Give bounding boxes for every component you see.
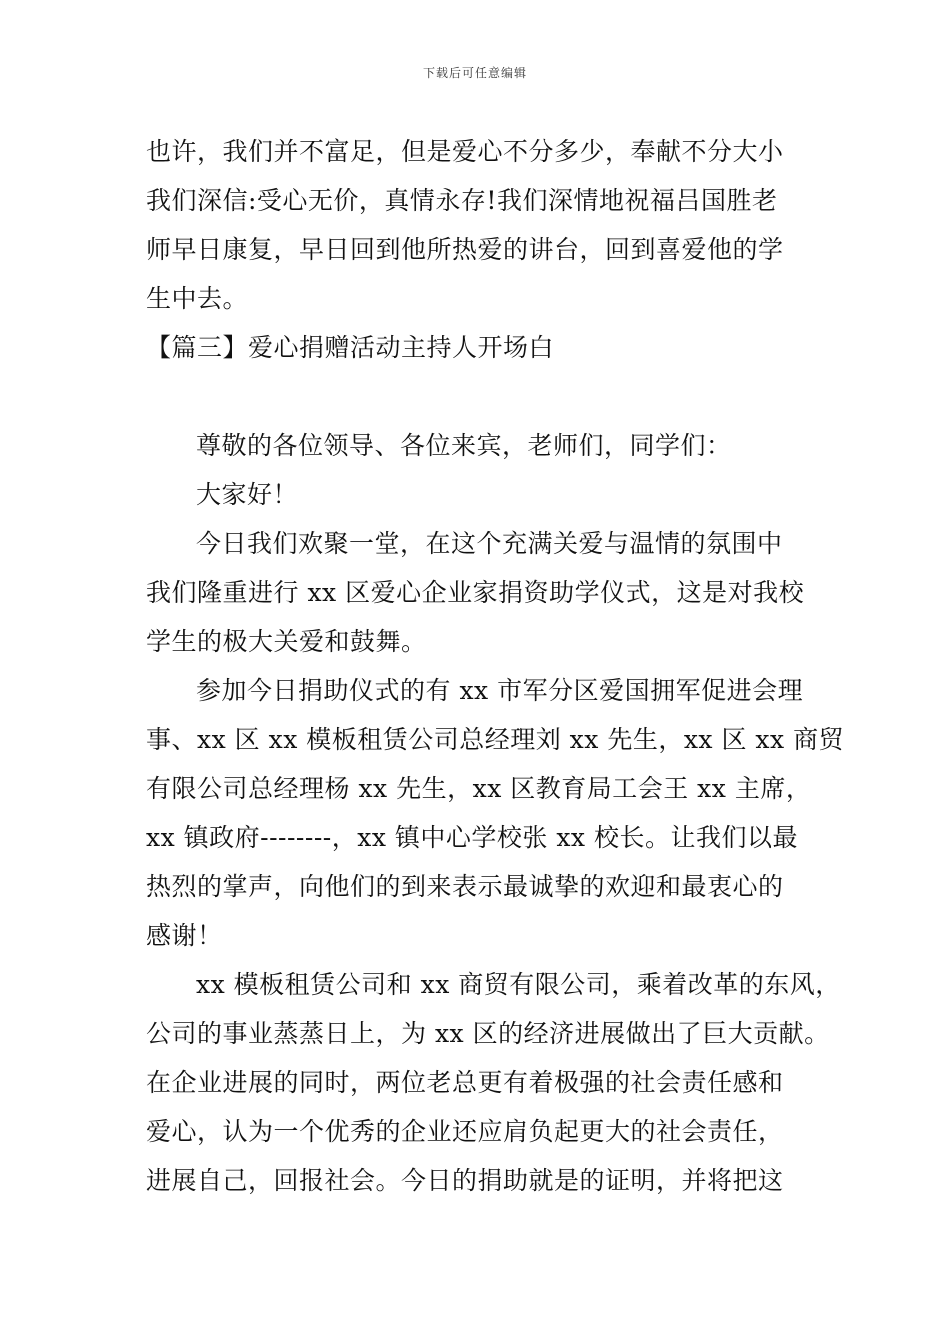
text-line: 进展自己，回报社会。今日的捐助就是的证明，并将把这 [146,1166,784,1195]
text-line: 在企业进展的同时，两位老总更有着极强的社会责任感和 [146,1068,784,1097]
section-heading: 【篇三】爱心捐赠活动主持人开场白 [146,333,555,362]
text-line: 爱心，认为一个优秀的企业还应肩负起更大的社会责任， [146,1117,784,1146]
text-line: 有限公司总经理杨 xx 先生，xx 区教育局工会王 xx 主席， [146,774,812,803]
text-line: 参加今日捐助仪式的有 xx 市军分区爱国拥军促进会理 [196,676,804,705]
text-line: 尊敬的各位领导、各位来宾，老师们，同学们： [196,431,732,460]
text-line: xx 模板租赁公司和 xx 商贸有限公司，乘着改革的东风， [196,970,841,999]
text-line: 师早日康复，早日回到他所热爱的讲台，回到喜爱他的学 [146,235,784,264]
text-line: 感谢！ [146,921,223,950]
text-line: 公司的事业蒸蒸日上，为 xx 区的经济进展做出了巨大贡献。 [146,1019,830,1048]
text-line: 热烈的掌声，向他们的到来表示最诚挚的欢迎和最衷心的 [146,872,784,901]
document-body [146,127,845,1205]
text-line: 也许，我们并不富足，但是爱心不分多少，奉献不分大小 [146,137,784,166]
text-line: xx 镇政府--------，xx 镇中心学校张 xx 校长。让我们以最 [146,823,798,852]
text-line: 大家好！ [196,480,299,509]
text-line: 今日我们欢聚一堂，在这个充满关爱与温情的氛围中 [196,529,783,558]
blank-spacer [146,372,836,421]
text-line: 事、xx 区 xx 模板租赁公司总经理刘 xx 先生，xx 区 xx 商贸 [146,725,845,754]
text-line: 学生的极大关爱和鼓舞。 [146,627,427,656]
text-line: 我们深信:受心无价，真情永存!我们深情地祝福吕国胜老 [146,186,778,215]
text-line: 生中去。 [146,284,249,313]
page-header: 下载后可任意编辑 [422,66,527,80]
text-line: 我们隆重进行 xx 区爱心企业家捐资助学仪式，这是对我校 [146,578,805,607]
